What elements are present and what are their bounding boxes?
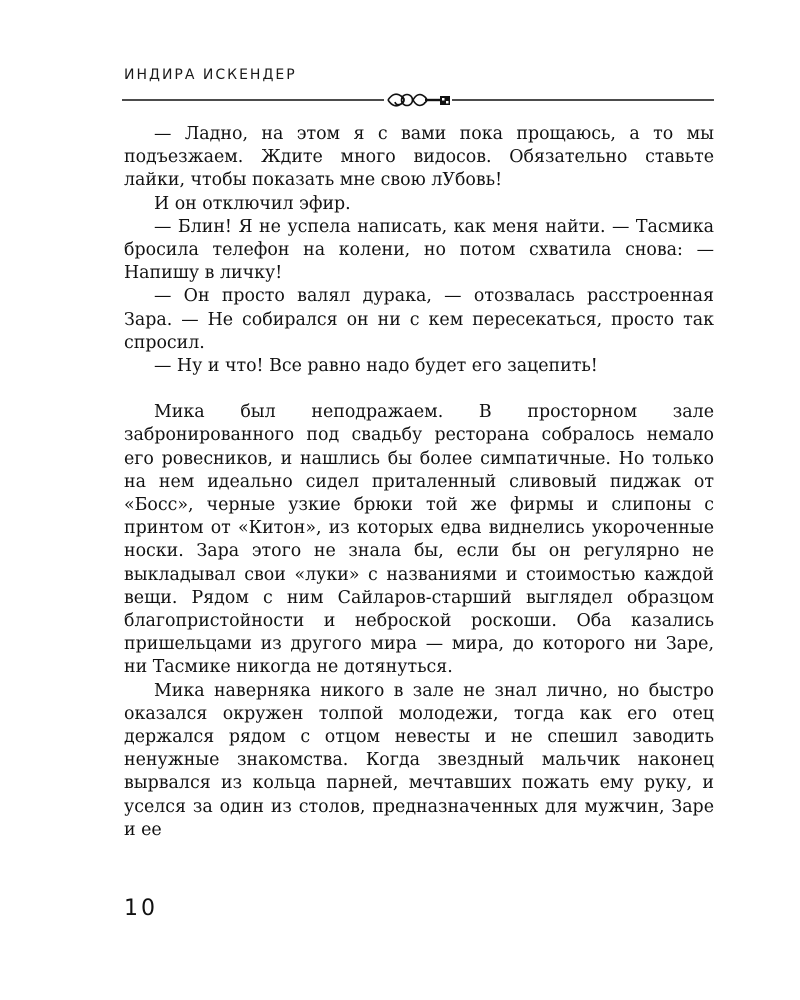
paragraph-4: — Он просто валял дурака, — отозвалась расстроенная Зара. — Не собирался он ни с кем пересекаться, просто так спросил. <box>124 286 714 353</box>
paragraph-6: Мика был неподражаем. В просторном зале забронированного под свадьбу ресторана собралось немало его ровесников, и нашлись бы более симпатичные. Но только на нем идеально сидел приталенный сливовый пиджак от «Босс», черные узкие брюки той же фирмы и слипоны с принтом от «Китон», из которых едва виднелись укороченные носки. Зара этого не знала бы, если бы он регулярно не выкладывал свои «луки» с названиями и стоимостью каждой вещи. Рядом с ним Сайларов-старший выглядел образцом благопристойности и неброской роскоши. Оба казались пришельцами из другого мира — мира, до которого ни Заре, ни Тасмике никогда не дотянуться. <box>124 402 714 678</box>
paragraph-1: — Ладно, на этом я с вами пока прощаюсь, а то мы подъезжаем. Ждите много видосов. Обязательно ставьте лайки, чтобы показать мне свою лУбовь! <box>124 124 714 191</box>
running-head-author: ИНДИРА ИСКЕНДЕР <box>124 67 297 83</box>
paragraph-7: Мика наверняка никого в зале не знал лично, но быстро оказался окружен толпой молодежи, тогда как его отец держался рядом с отцом невесты и не спешил заводить ненужные знакомства. Когда звездный мальчик наконец вырвался из кольца парней, мечтавших пожать ему руку, и уселся за один из столов, предназначенных для мужчин, Заре и ее <box>124 680 714 840</box>
paragraph-3: — Блин! Я не успела написать, как меня найти. — Тасмика бросила телефон на колени, но потом схватила снова: — Напишу в личку! <box>124 216 714 284</box>
key-ornament-icon <box>388 94 440 106</box>
header-ornament-divider <box>122 86 714 114</box>
paragraph-2: И он отключил эфир. <box>154 193 351 214</box>
page-body-text <box>124 123 714 842</box>
page-number: 10 <box>124 896 158 921</box>
paragraph-5: — Ну и что! Все равно надо будет его зацепить! <box>154 356 598 377</box>
